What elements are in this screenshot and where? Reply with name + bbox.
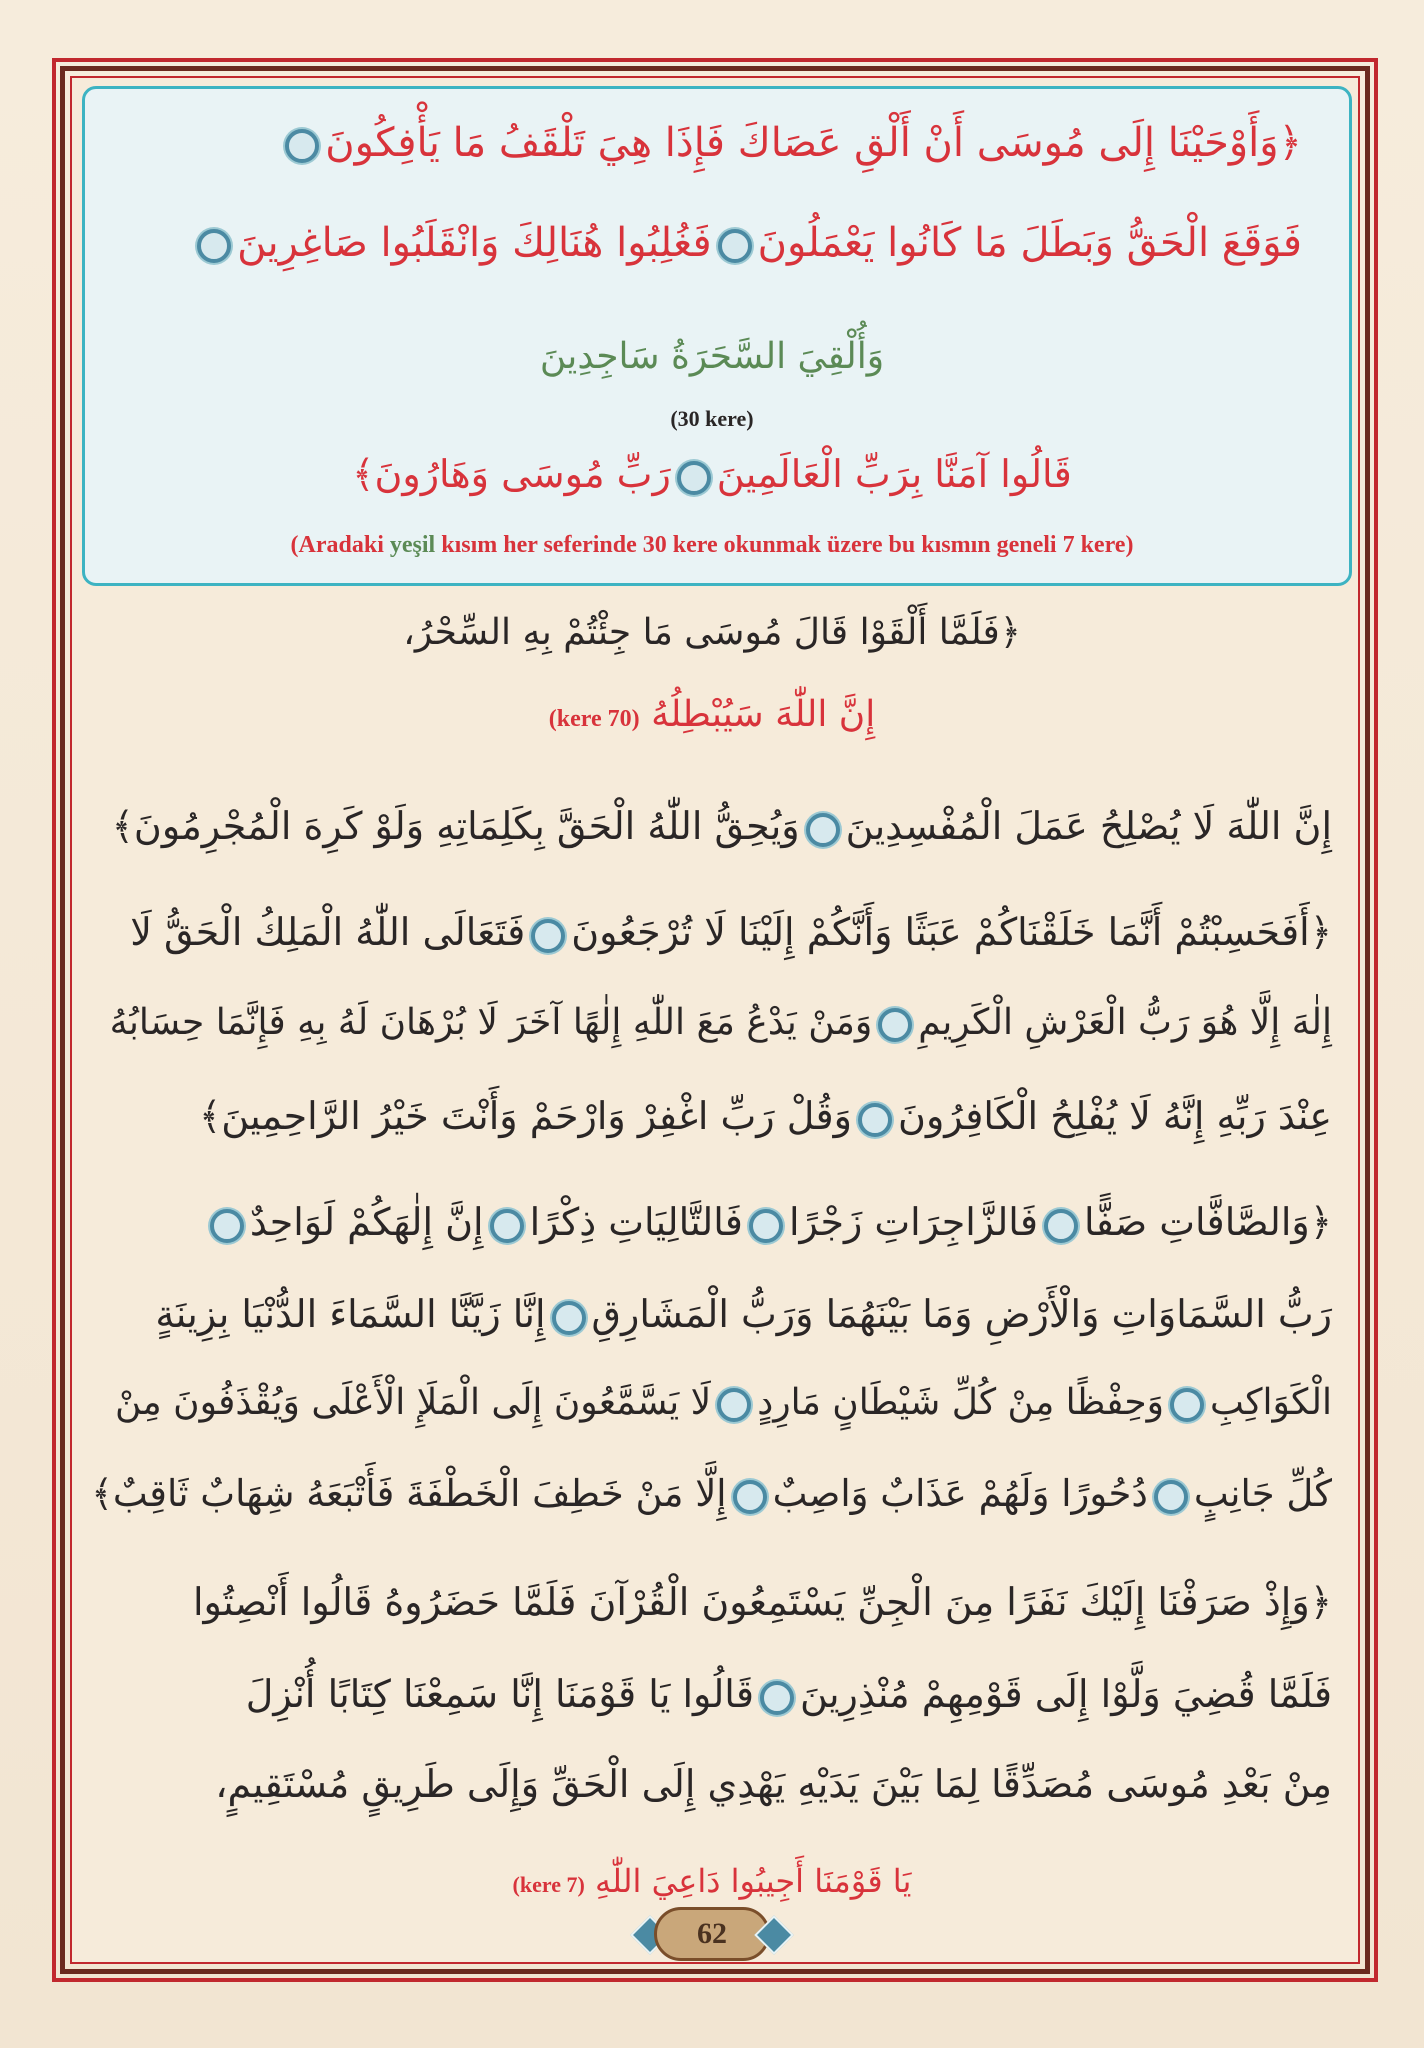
section2-line-1 [0,612,1424,653]
page-number: 62 [654,1907,770,1961]
section4-line-3b: وَقُلْ رَبِّ اغْفِرْ وَارْحَمْ وَأَنْتَ خَيْرُ الرَّاحِمِينَ﴾ [198,1094,853,1138]
section6-line-1 [92,1580,1332,1624]
section5-line-2b: إِنَّا زَيَّنَّا السَّمَاءَ الدُّنْيَا بِزِينَةٍ [155,1292,546,1336]
section5-line-4 [92,1472,1332,1515]
ayah-marker-icon [490,1209,524,1243]
section5-line-4a: كُلِّ جَانِبٍ [1193,1472,1332,1515]
section6-line-2b: قَالُوا يَا قَوْمَنَا إِنَّا سَمِعْنَا كِتَابًا أُنْزِلَ [245,1672,755,1716]
section4-line-3a: عِنْدَ رَبِّهِ إِنَّهُ لَا يُفْلِحُ الْكَافِرُونَ [898,1094,1332,1138]
section5-line-2a: رَبُّ السَّمَاوَاتِ وَالْأَرْضِ وَمَا بَيْنَهُمَا وَرَبُّ الْمَشَارِقِ [591,1292,1332,1336]
section5-line-2 [92,1292,1332,1336]
section6-line-2 [92,1672,1332,1716]
section3-line-1a: إِنَّ اللّٰهَ لَا يُصْلِحُ عَمَلَ الْمُفْسِدِينَ [845,804,1332,848]
ayah-marker-icon [718,229,752,263]
ayah-marker-icon [677,461,711,495]
section5-line-3a: الْكَوَاكِبِ [1210,1382,1332,1423]
section4-line-2 [92,1002,1332,1043]
section6-count: (7 kere) [512,1872,585,1897]
page-number-badge [632,1907,792,1963]
section5-line-1a: ﴿وَالصَّافَّاتِ صَفًّا [1084,1200,1332,1244]
section5-line-1 [92,1200,1332,1244]
box-line-3 [0,336,1424,377]
box-line-1 [112,120,1302,166]
ayah-marker-icon [197,229,231,263]
box-line-2b-text: فَغُلِبُوا هُنَالِكَ وَانْقَلَبُوا صَاغِرِينَ [237,220,712,266]
box-line-4 [0,452,1424,496]
section4-line-1 [92,910,1332,954]
section5-line-3 [92,1382,1332,1423]
ayah-marker-icon [717,1388,751,1422]
ayah-marker-icon [1044,1209,1078,1243]
ayah-marker-icon [1170,1388,1204,1422]
section4-line-1b: فَتَعَالَى اللّٰهُ الْمَلِكُ الْحَقُّ لَا [130,910,526,954]
section6-line-4-text: يَا قَوْمَنَا أَجِيبُوا دَاعِيَ اللّٰهِ [595,1862,912,1900]
box-note-prefix: (Aradaki [290,532,390,558]
box-line-1-text: ﴿وَأَوْحَيْنَا إِلَى مُوسَى أَنْ أَلْقِ عَصَاكَ فَإِذَا هِيَ تَلْقَفُ مَا يَأْفِكُونَ [325,120,1302,166]
section4-line-2a: إِلٰهَ إِلَّا هُوَ رَبُّ الْعَرْشِ الْكَرِيمِ [918,1002,1332,1043]
section6-line-3-text: مِنْ بَعْدِ مُوسَى مُصَدِّقًا لِمَا بَيْنَ يَدَيْهِ يَهْدِي إِلَى الْحَقِّ وَإِلَى طَرِيقٍ مُسْتَقِيمٍ، [215,1762,1332,1806]
ayah-marker-icon [760,1681,794,1715]
section2-line-2 [0,694,1424,735]
ayah-marker-icon [733,1480,767,1514]
ayah-marker-icon [552,1301,586,1335]
ayah-marker-icon [806,813,840,847]
section5-line-1b: فَالزَّاجِرَاتِ زَجْرًا [788,1200,1039,1244]
ayah-marker-icon [531,919,565,953]
ayah-marker-icon [285,129,319,163]
ayah-marker-icon [210,1209,244,1243]
section5-line-3b: وَحِفْظًا مِنْ كُلِّ شَيْطَانٍ مَارِدٍ [757,1382,1165,1423]
section6-line-2a: فَلَمَّا قُضِيَ وَلَّوْا إِلَى قَوْمِهِمْ مُنْذِرِينَ [800,1672,1332,1716]
box-line-2a-text: فَوَقَعَ الْحَقُّ وَبَطَلَ مَا كَانُوا يَعْمَلُونَ [757,220,1302,266]
box-line-3-count: (30 kere) [670,406,754,431]
ayah-marker-icon [749,1209,783,1243]
box-line-4b-text: رَبِّ مُوسَى وَهَارُونَ﴾ [352,452,671,496]
box-line-3-text: وَأُلْقِيَ السَّحَرَةُ سَاجِدِينَ [539,336,885,377]
ayah-marker-icon [858,1103,892,1137]
box-line-4a-text: قَالُوا آمَنَّا بِرَبِّ الْعَالَمِينَ [716,452,1072,496]
section4-line-2b: وَمَنْ يَدْعُ مَعَ اللّٰهِ إِلٰهًا آخَرَ لَا بُرْهَانَ لَهُ بِهِ فَإِنَّمَا حِسَابُهُ [109,1002,873,1043]
section5-line-4c: إِلَّا مَنْ خَطِفَ الْخَطْفَةَ فَأَتْبَعَهُ شِهَابٌ ثَاقِبٌ﴾ [91,1472,727,1515]
box-note [0,532,1424,559]
section3-line-1 [92,804,1332,848]
section4-line-3 [92,1094,1332,1138]
section2-count: (70 kere) [548,706,640,732]
box-line-2 [112,220,1302,266]
section5-line-1c: فَالتَّالِيَاتِ ذِكْرًا [529,1200,743,1244]
ayah-marker-icon [1154,1480,1188,1514]
ayah-marker-icon [878,1008,912,1042]
section2-line-2-text: إِنَّ اللّٰهَ سَيُبْطِلُهُ [651,694,876,735]
section5-line-3c: لَا يَسَّمَّعُونَ إِلَى الْمَلَإِ الْأَعْلَى وَيُقْذَفُونَ مِنْ [115,1382,712,1423]
section5-line-4b: دُحُورًا وَلَهُمْ عَذَابٌ وَاصِبٌ [772,1472,1148,1515]
section5-line-1d: إِنَّ إِلٰهَكُمْ لَوَاحِدٌ [249,1200,484,1244]
section4-line-1a: ﴿أَفَحَسِبْتُمْ أَنَّمَا خَلَقْنَاكُمْ عَبَثًا وَأَنَّكُمْ إِلَيْنَا لَا تُرْجَعُونَ [571,910,1332,954]
section6-line-4 [0,1862,1424,1900]
section3-line-1b: وَيُحِقُّ اللّٰهُ الْحَقَّ بِكَلِمَاتِهِ وَلَوْ كَرِهَ الْمُجْرِمُونَ﴾ [111,804,800,848]
section2-line-1-text: ﴿فَلَمَّا أَلْقَوْا قَالَ مُوسَى مَا جِئْتُمْ بِهِ السِّحْرُ، [403,612,1021,653]
section6-line-1-text: ﴿وَإِذْ صَرَفْنَا إِلَيْكَ نَفَرًا مِنَ الْجِنِّ يَسْتَمِعُونَ الْقُرْآنَ فَلَمَّا حَضَرُوهُ قَالُوا أَنْصِتُوا [192,1580,1332,1624]
box-note-suffix: kısım her seferinde 30 kere okunmak üzere bu kısmın geneli 7 kere) [435,532,1134,558]
box-note-green: yeşil [389,532,436,558]
section6-line-3 [92,1762,1332,1806]
